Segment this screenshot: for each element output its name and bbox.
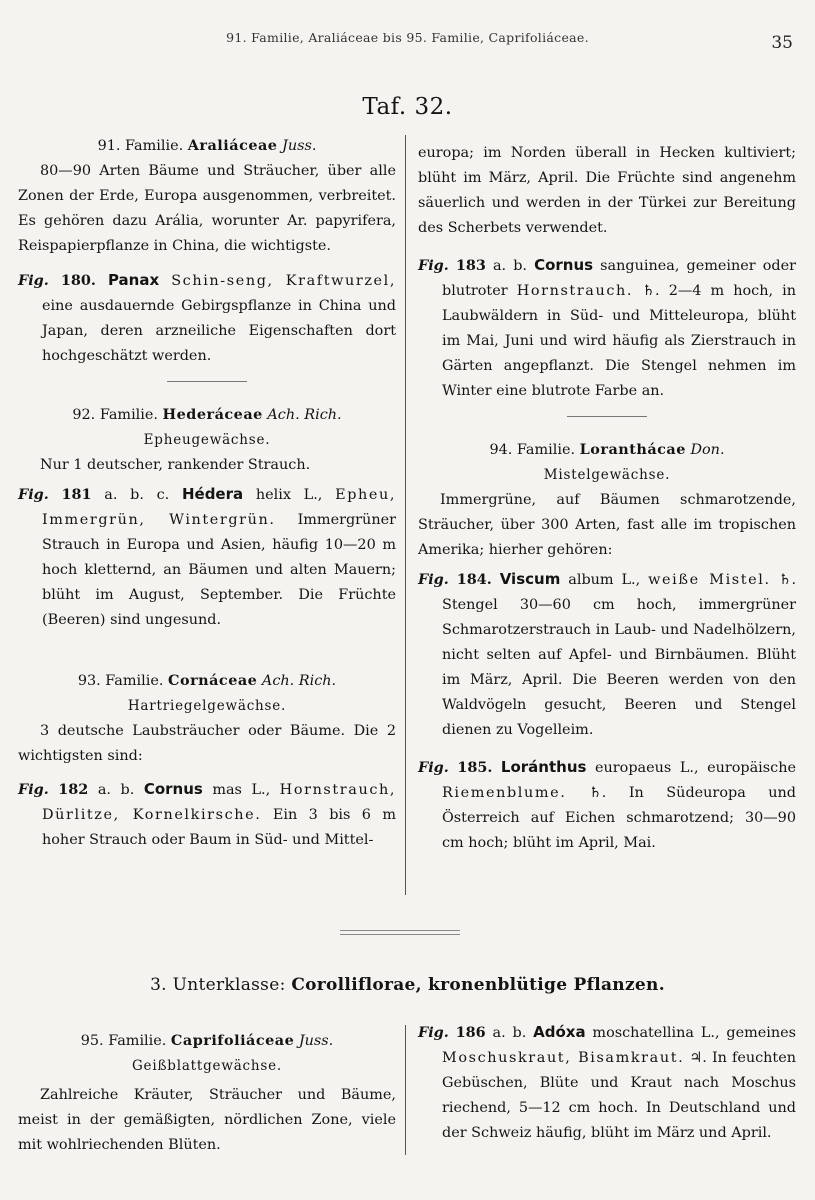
fig-number: 180. <box>60 272 96 289</box>
family-name: Cornáceae <box>168 672 258 689</box>
family-number: 92. Familie. <box>72 407 158 423</box>
species-name: album L., <box>568 572 641 588</box>
family-common-name: Hartriegelgewächse. <box>127 698 287 714</box>
family-common-name: Geißblattgewächse. <box>131 1058 283 1074</box>
family-number: 94. Familie. <box>489 442 576 458</box>
family-intro: 3 deutsche Laubsträucher oder Bäume. Die 2 wichtigsten sind: <box>18 723 396 764</box>
family-intro: 80—90 Arten Bäume und Sträucher, über alle Zonen der Erde, Europa ausgenommen, verbreitet. Es gehören dazu Arália, worunter Ar. papyrifera, Reispapierpflanze in China, die wichtigste. <box>18 163 396 254</box>
species-name: moschatellina L., gemeines <box>592 1025 797 1041</box>
fig-number: 184. <box>456 571 492 588</box>
genus-name: Loránthus <box>500 758 587 776</box>
separator-rule <box>167 381 247 382</box>
subclass-heading <box>0 975 815 995</box>
family-author: Ach. Rich. <box>261 673 337 689</box>
family-name: Hederáceae <box>162 406 263 423</box>
family-author: Ach. Rich. <box>267 407 342 423</box>
entry-text: Ein 3 bis 6 m hoher Strauch oder Baum in Süd- und Mittel- <box>42 807 396 848</box>
family-intro: Nur 1 deutscher, rankender Strauch. <box>40 457 311 473</box>
entry-text: Immergrüner Strauch in Europa und Asien, häufig 10—20 m hoch kletternd, an Bäumen und alten Mauern; blüht im August, September. Die Früchte (Beeren) sind ungesund. <box>42 512 396 628</box>
genus-name: Viscum <box>499 570 561 588</box>
common-name: weiße Mistel. <box>648 572 771 588</box>
family-common-name: Mistelgewächse. <box>543 467 671 483</box>
family-author: Juss. <box>298 1033 334 1049</box>
fig-label: Fig. <box>418 759 449 776</box>
fig-number: 182 <box>58 781 89 798</box>
species-name: europaeus L., europäische <box>595 760 797 776</box>
family-name: Loranthácae <box>579 441 686 458</box>
entry-continuation: europa; im Norden überall in Hecken kultiviert; blüht im März, April. Die Früchte sind angenehm säuerlich und werden in der Türkei zur Bereitung des Scherbets verwendet. <box>418 145 796 236</box>
fig-label: Fig. <box>418 1024 449 1041</box>
family-number: 91. Familie. <box>97 138 184 154</box>
family-common-name: Epheugewächse. <box>143 432 271 448</box>
figure-entry-185 <box>418 755 796 856</box>
entry-text: ♄. Stengel 30—60 cm hoch, immergrüner Schmarotzerstrauch in Laub- und Nadelhölzern, nicht selten auf Apfel- und Birnbäumen. Blüht im März, April. Die Beeren werden von den Waldvögeln gesucht, Beeren und Stengel dienen zu Vogelleim. <box>442 572 797 738</box>
genus-name: Panax <box>107 271 160 289</box>
fig-label: Fig. <box>418 257 449 274</box>
figure-entry-184 <box>418 567 796 743</box>
common-name: Riemenblume. <box>442 785 567 801</box>
common-name: Hornstrauch. <box>516 283 634 299</box>
common-name: Hornstrauch, Dürlitze, Kornelkirsche. <box>42 782 397 823</box>
separator-rule <box>567 416 647 417</box>
figure-entry-186 <box>418 1020 796 1146</box>
family-heading-91 <box>18 133 396 159</box>
figure-entry-180 <box>18 268 396 369</box>
family-heading-93 <box>18 668 396 694</box>
subclass-title: Corolliflorae, kronenblütige Pflanzen. <box>291 975 665 995</box>
bottom-left-column <box>18 1028 396 1158</box>
running-head: 91. Familie, Araliáceae bis 95. Familie, Caprifoliáceae. <box>226 30 589 45</box>
family-intro: Immergrüne, auf Bäumen schmarotzende, Sträucher, über 300 Arten, fast alle im tropischen Amerika; hierher gehören: <box>418 492 796 558</box>
genus-name: Cornus <box>143 780 203 798</box>
fig-parts: a. b. c. <box>104 487 170 503</box>
family-author: Don. <box>690 442 725 458</box>
plate-title: Taf. 32. <box>362 94 453 120</box>
fig-label: Fig. <box>418 571 449 588</box>
entry-text: ♃. In feuchten Gebüschen, Blüte und Kraut nach Moschus riechend, 5—12 cm hoch. In Deutschland und der Schweiz häufig, blüht im März und April. <box>442 1050 796 1141</box>
common-name: Kraftwurzel, <box>285 273 397 289</box>
entry-text: eine ausdauernde Gebirgspflanze in China und Japan, deren arzneiliche Eigenschaften dort hochgeschätzt werden. <box>42 298 396 364</box>
common-name: Moschuskraut, Bisamkraut. <box>442 1050 685 1066</box>
fig-label: Fig. <box>18 272 49 289</box>
family-heading-95 <box>18 1028 396 1054</box>
family-author: Juss. <box>282 138 317 154</box>
entry-text: ♄. In Südeuropa und Österreich auf Eichen schmarotzend; 30—90 cm hoch; blüht im April, Mai. <box>442 785 797 851</box>
fig-parts: a. b. <box>492 1025 527 1041</box>
spacer <box>167 649 247 650</box>
left-column <box>18 133 396 853</box>
subclass-prefix: 3. Unterklasse: <box>150 975 286 995</box>
fig-label: Fig. <box>18 781 49 798</box>
family-heading-94 <box>418 437 796 463</box>
section-separator <box>340 930 460 935</box>
fig-parts: a. b. <box>97 782 135 798</box>
species-name: sanguinea, gemeiner oder blutroter <box>442 258 796 299</box>
fig-number: 185. <box>457 759 493 776</box>
fig-parts: a. b. <box>492 258 527 274</box>
family-name: Caprifoliáceae <box>170 1032 295 1049</box>
family-number: 95. Familie. <box>80 1033 167 1049</box>
entry-text: ♄. 2—4 m hoch, in Laubwäldern in Süd- und Mitteleuropa, blüht im Mai, Juni und wird häufig als Zierstrauch in Gärten angepflanzt. Die Stengel nehmen im Winter eine blutrote Farbe an. <box>442 283 797 399</box>
figure-entry-181 <box>18 482 396 633</box>
right-column <box>418 141 796 856</box>
species-name: helix L., <box>255 487 323 503</box>
common-name: Epheu, Immergrün, Wintergrün. <box>42 487 397 528</box>
genus-name: Hédera <box>181 485 244 503</box>
fig-number: 181 <box>61 486 92 503</box>
family-name: Araliáceae <box>187 137 278 154</box>
species-name: mas L., <box>212 782 271 798</box>
genus-name: Adóxa <box>533 1023 586 1041</box>
fig-label: Fig. <box>18 486 49 503</box>
column-divider <box>405 1025 406 1155</box>
family-intro: Zahlreiche Kräuter, Sträucher und Bäume, meist in der gemäßigten, nördlichen Zone, viele mit wohlriechenden Blüten. <box>18 1087 396 1153</box>
family-number: 93. Familie. <box>77 673 164 689</box>
fig-number: 183 <box>455 257 486 274</box>
genus-name: Cornus <box>534 256 594 274</box>
bottom-right-column <box>418 1020 796 1146</box>
fig-number: 186 <box>455 1024 486 1041</box>
column-divider <box>405 135 406 895</box>
page-number: 35 <box>771 33 793 53</box>
figure-entry-183 <box>418 253 796 404</box>
family-heading-92 <box>18 402 396 428</box>
figure-entry-182 <box>18 777 396 853</box>
species-name: Schin-seng, <box>171 273 274 289</box>
